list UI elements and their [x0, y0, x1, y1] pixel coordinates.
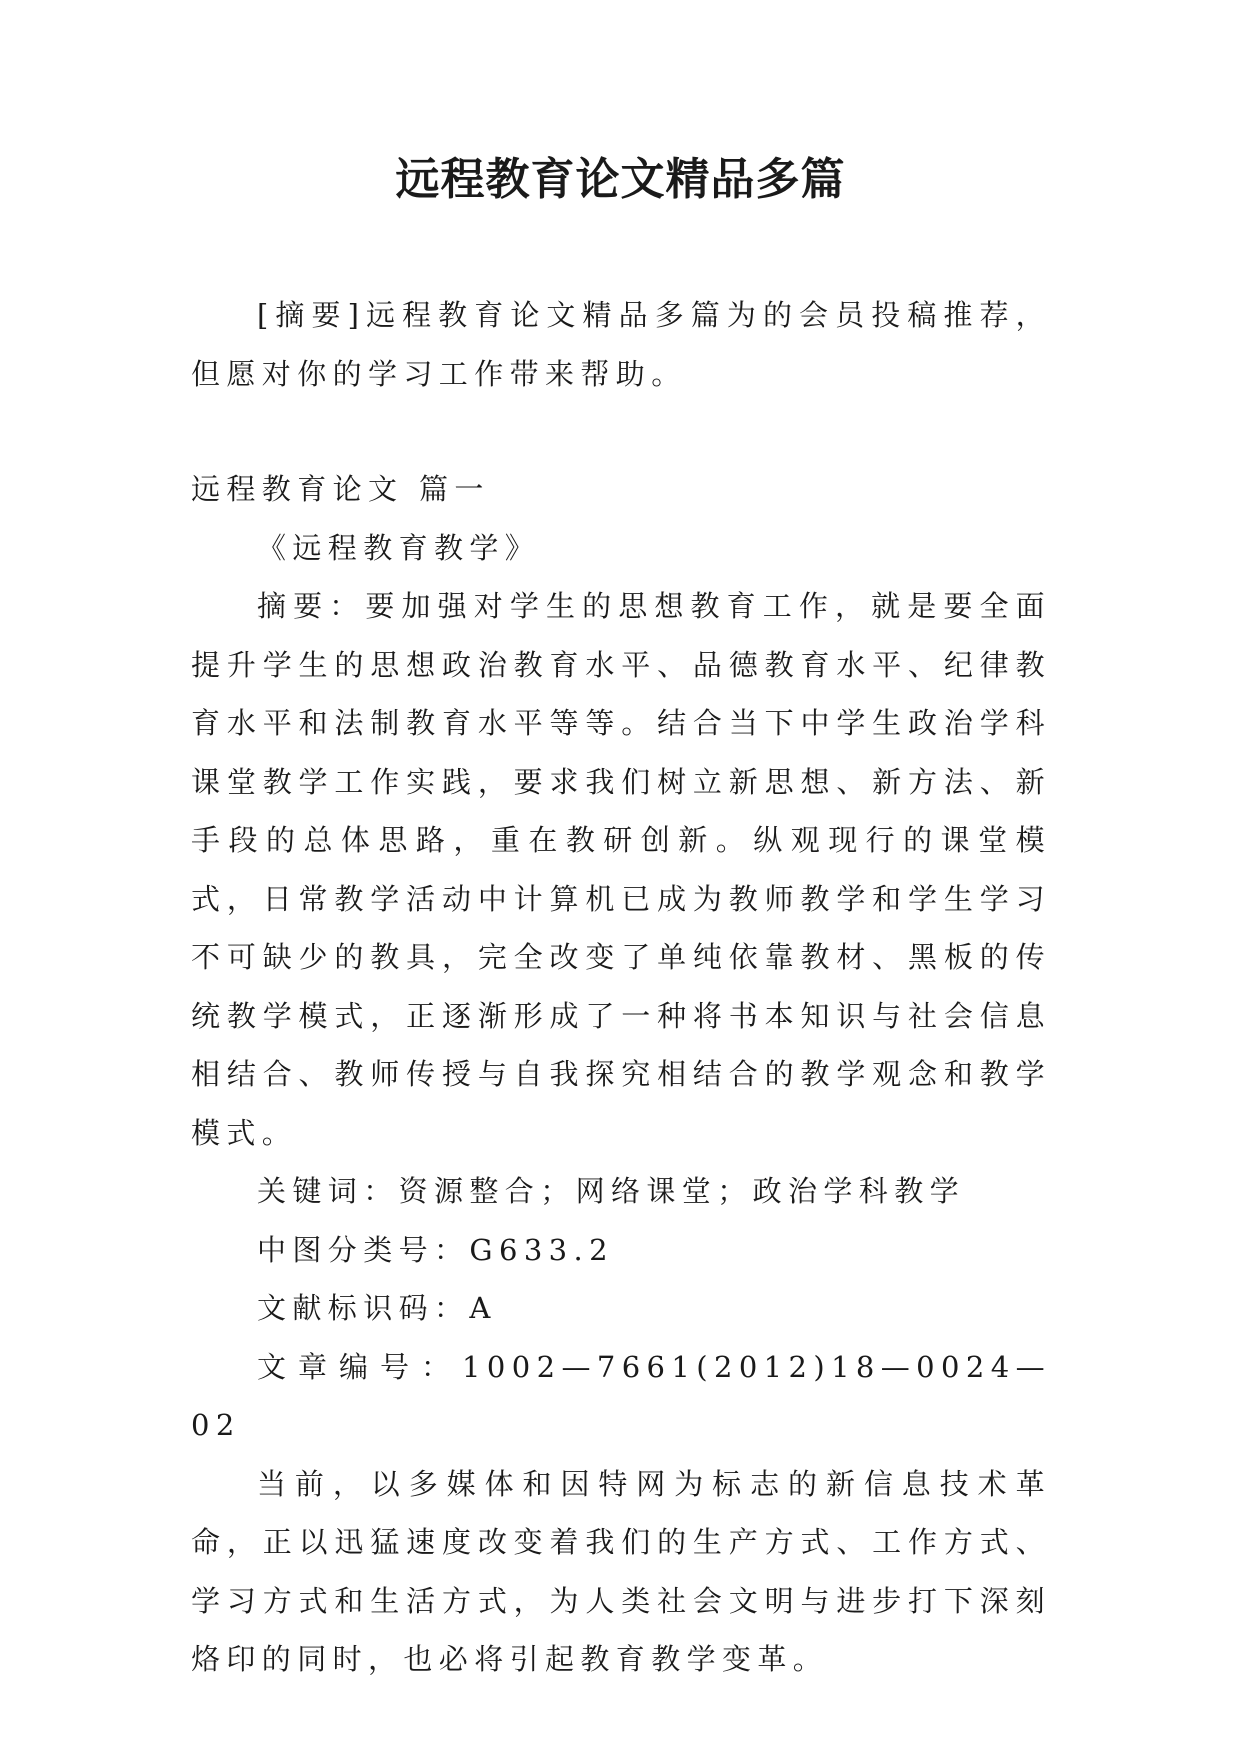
keywords-line: 关键词：资源整合；网络课堂；政治学科教学: [257, 1174, 966, 1208]
intro-paragraph: [摘要]远程教育论文精品多篇为的会员投稿推荐，但愿对你的学习工作带来帮助。: [191, 298, 1051, 391]
clc-number-line: 中图分类号：G633.2: [257, 1232, 614, 1267]
document-title: 远程教育论文精品多篇: [395, 154, 846, 205]
article-block: [191, 460, 1051, 1689]
abstract-paragraph: 摘要：要加强对学生的思想教育工作，就是要全面提升学生的思想政治教育水平、品德教育水平、纪律教育水平和法制教育水平等等。结合当下中学生政治学科课堂教学工作实践，要求我们树立新思想、新方法、新手段的总体思路，重在教研创新。纵观现行的课堂模式，日常教学活动中计算机已成为教师教学和学生学习不可缺少的教具，完全改变了单纯依靠教材、黑板的传统教学模式，正逐渐形成了一种将书本知识与社会信息相结合、教师传授与自我探究相结合的教学观念和教学模式。: [191, 589, 1051, 1150]
article-title: 《远程教育教学》: [257, 530, 541, 565]
article-number-line: 文章编号：1002—7661(2012)18—0024—02: [191, 1349, 1051, 1442]
document-code-line: 文献标识码：A: [257, 1291, 497, 1325]
body-paragraph: 当前，以多媒体和因特网为标志的新信息技术革命，正以迅猛速度改变着我们的生产方式、工作方式、学习方式和生活方式，为人类社会文明与进步打下深刻烙印的同时，也必将引起教育教学变革。: [191, 1466, 1051, 1676]
section-heading: 远程教育论文 篇一: [191, 472, 490, 506]
intro-block: [191, 286, 1051, 403]
